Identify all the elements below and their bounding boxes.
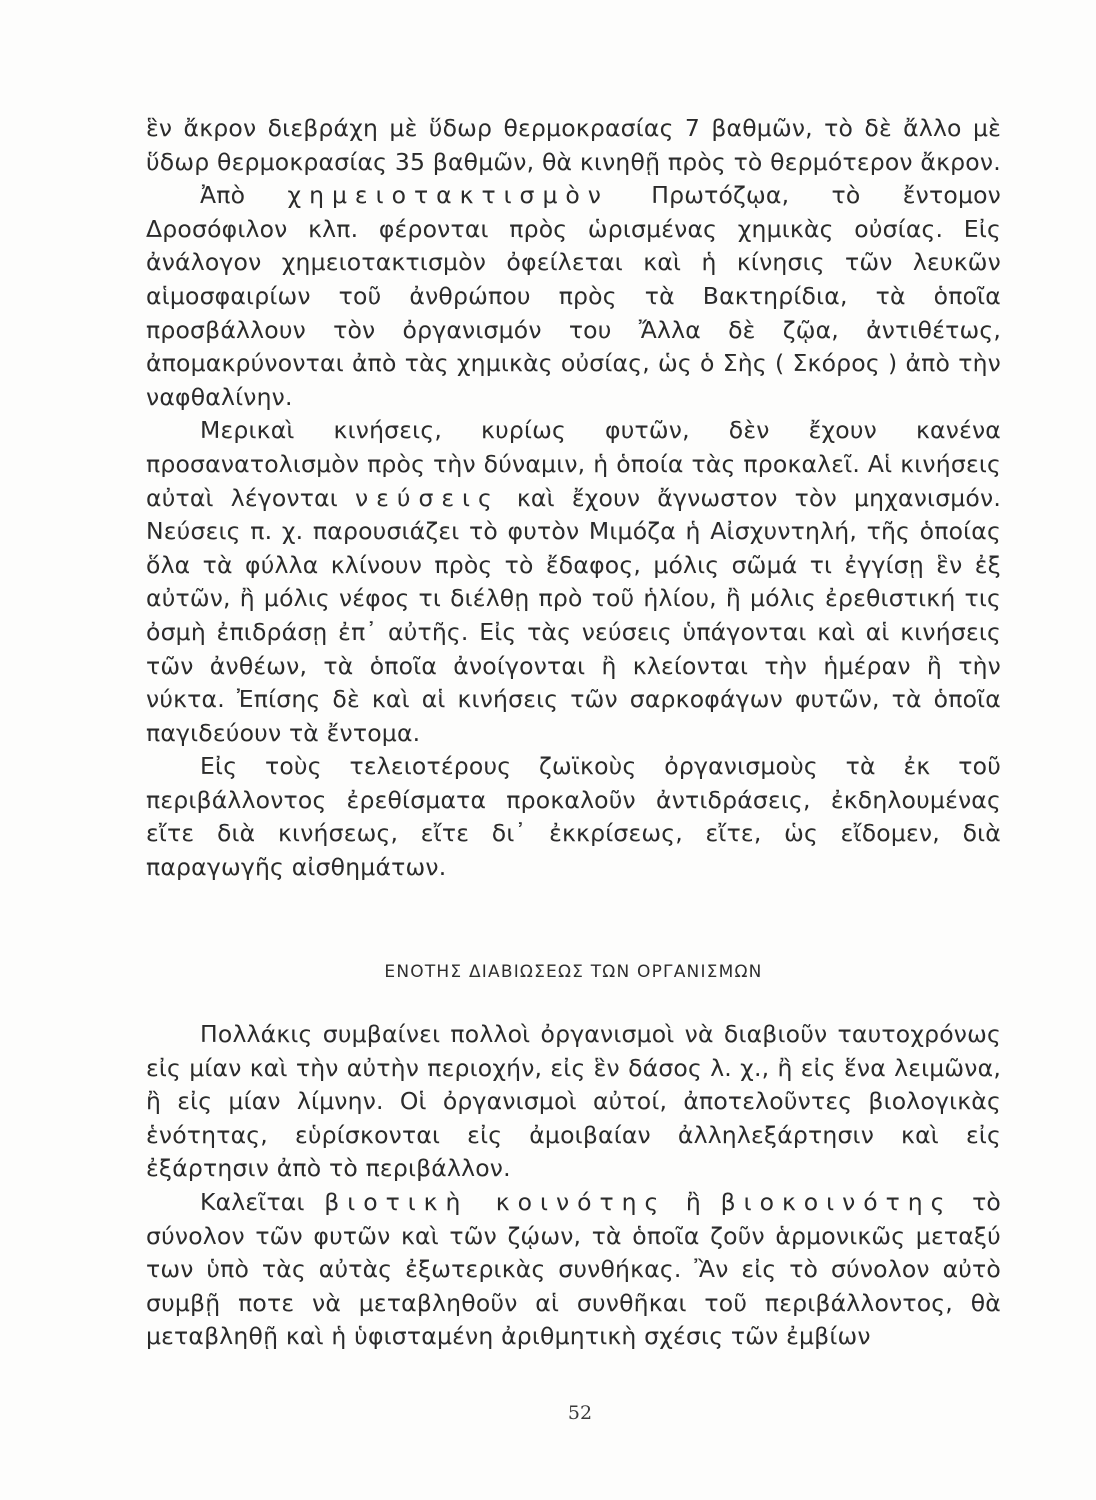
text-run: Πολλάκις συμβαίνει πολλοὶ ὀργανισμοὶ νὰ διαβιοῦν ταυτοχρόνως εἰς μίαν καὶ τὴν αὐτὴν περιοχήν, εἰς ἓν δάσος λ. χ., ἢ εἰς ἕνα λειμῶνα, ἢ εἰς μίαν λίμνην. Οἱ ὀργανισμοὶ αὐτοί, ἀποτελοῦντες βιολογικὰς ἑνότητας, εὑρίσκονται εἰς ἀμοιβαίαν ἀλληλεξάρτησιν καὶ εἰς ἐξάρτησιν ἀπὸ τὸ περιβάλλον.	[146, 1020, 1001, 1183]
paragraph	[146, 1186, 1001, 1354]
text-run: Εἰς τοὺς τελειοτέρους ζωϊκοὺς ὀργανισμοὺς τὰ ἐκ τοῦ περιβάλλοντος ἐρεθίσματα προκαλοῦν ἀντιδράσεις, ἐκδηλουμένας εἴτε διὰ κινήσεως, εἴτε δι᾿ ἐκκρίσεως, εἴτε, ὡς εἴδομεν, διὰ παραγωγῆς αἰσθημάτων.	[146, 752, 1001, 882]
text-run: Πρωτόζῳα, τὸ ἔντομον Δροσόφιλον κλπ. φέρονται πρὸς ὡρισμένας χημικὰς οὐσίας. Εἰς ἀνάλογον χημειοτακτισμὸν ὀφείλεται καὶ ἡ κίνησις τῶν λευκῶν αἱμοσφαιρίων τοῦ ἀνθρώπου πρὸς τὰ Βακτηρίδια, τὰ ὁποῖα προσβάλλουν τὸν ὀργανισμόν του Ἄλλα δὲ ζῷα, ἀντιθέτως, ἀπομακρύνονται ἀπὸ τὰς χημικὰς οὐσίας, ὡς ὁ Σὴς ( Σκόρος ) ἀπὸ τὴν ναφθαλίνην.	[146, 181, 1001, 411]
text-run: καὶ ἔχουν ἄγνωστον τὸν μηχανισμόν. Νεύσεις π. χ. παρουσιάζει τὸ φυτὸν Μιμόζα ἡ Αἰσχυντηλή, τῆς ὁποίας ὅλα τὰ φύλλα κλίνουν πρὸς τὸ ἔδαφος, μόλις σῶμά τι ἐγγίσῃ ἓν ἐξ αὐτῶν, ἢ μόλις νέφος τι διέλθῃ πρὸ τοῦ ἡλίου, ἢ μόλις ἐρεθιστική τις ὀσμὴ ἐπιδράσῃ ἐπ᾿ αὐτῆς. Εἰς τὰς νεύσεις ὑπάγονται καὶ αἱ κινήσεις τῶν ἀνθέων, τὰ ὁποῖα ἀνοίγονται ἢ κλείονται τὴν ἡμέραν ἢ τὴν νύκτα. Ἐπίσης δὲ καὶ αἱ κινήσεις τῶν σαρκοφάγων φυτῶν, τὰ ὁποῖα παγιδεύουν τὰ ἔντομα.	[146, 483, 1002, 747]
text-run: τὸ σύνολον τῶν φυτῶν καὶ τῶν ζῴων, τὰ ὁποῖα ζοῦν ἁρμονικῶς μεταξύ των ὑπὸ τὰς αὐτὰς ἐξωτερικὰς συνθήκας. Ἂν εἰς τὸ σύνολον αὐτὸ συμβῇ ποτε νὰ μεταβληθοῦν αἱ συνθῆκαι τοῦ περιβάλλοντος, θὰ μεταβληθῇ καὶ ἡ ὑφισταμένη ἀριθμητικὴ σχέσις τῶν ἐμβίων	[146, 1187, 1001, 1351]
section-heading: ΕΝΟΤΗΣ ΔΙΑΒΙΩΣΕΩΣ ΤΩΝ ΟΡΓΑΝΙΣΜΩΝ	[384, 962, 763, 982]
paragraph	[146, 414, 1001, 750]
emphasized-term: βιοτικὴ κοινότης	[324, 1187, 667, 1216]
emphasized-term: νεύσεις	[355, 483, 500, 512]
text-run: Ἀπὸ	[200, 181, 288, 210]
text-run: Καλεῖται	[200, 1187, 325, 1216]
paragraph	[146, 112, 1001, 179]
page-number: 52	[567, 1402, 593, 1424]
emphasized-term: χημειοτακτισμὸν	[287, 181, 609, 210]
body-text-top	[146, 112, 1001, 885]
text-run: Μερικαὶ κινήσεις, κυρίως φυτῶν, δὲν ἔχουν κανένα προσανατολισμὸν πρὸς τὴν δύναμιν, ἡ ὁποία τὰς προκαλεῖ. Αἱ κινήσεις αὐταὶ λέγονται	[146, 416, 1001, 512]
text-run: ἢ	[666, 1187, 721, 1216]
paragraph	[146, 750, 1001, 884]
text-run: ἓν ἄκρον διεβράχη μὲ ὕδωρ θερμοκρασίας 7 βαθμῶν, τὸ δὲ ἄλλο μὲ ὕδωρ θερμοκρασίας 35 βαθμῶν, θὰ κινηθῇ πρὸς τὸ θερμότερον ἄκρον.	[146, 114, 1001, 176]
emphasized-term: βιοκοινότης	[720, 1187, 953, 1216]
body-text-bottom	[146, 1018, 1001, 1354]
paragraph	[146, 179, 1001, 414]
paragraph	[146, 1018, 1001, 1186]
